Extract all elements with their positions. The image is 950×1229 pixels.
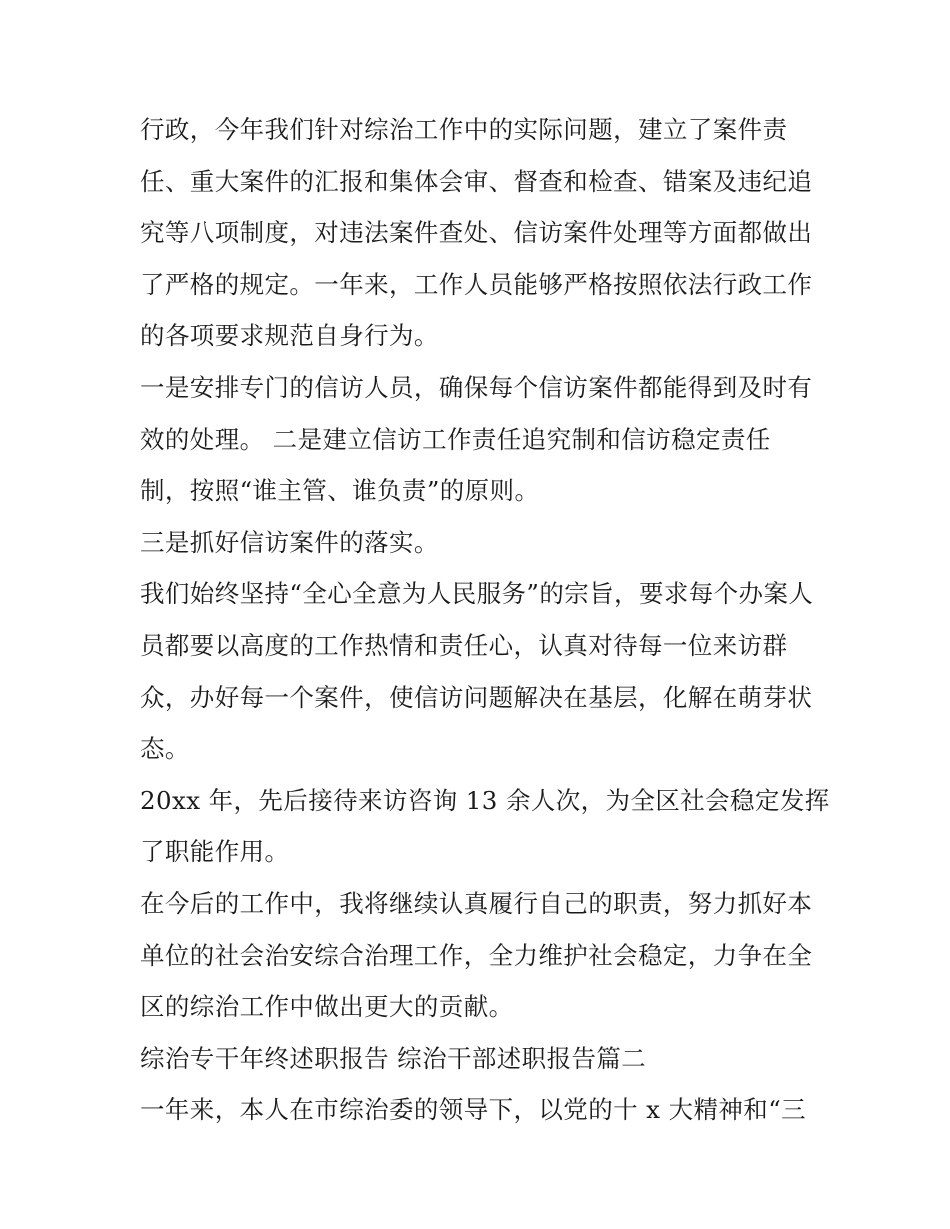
text-line: 态。	[140, 734, 190, 764]
text-line: 究等八项制度，对违法案件查处、信访案件处理等方面都做出	[140, 218, 813, 248]
section-heading: 综治专干年终述职报告 综治干部述职报告篇二	[140, 1043, 647, 1073]
text-line: 了严格的规定。一年来，工作人员能够严格按照依法行政工作	[140, 269, 813, 299]
text-line: 的各项要求规范自身行为。	[140, 321, 439, 351]
text-line: 一年来，本人在市综治委的领导下，以党的十 x 大精神和“三	[140, 1095, 807, 1125]
text-line: 20xx 年，先后接待来访咨询 13 余人次，为全区社会稳定发挥	[140, 785, 830, 815]
text-line: 我们始终坚持“全心全意为人民服务”的宗旨，要求每个办案人	[140, 579, 814, 609]
text-line: 效的处理。 二是建立信访工作责任追究制和信访稳定责任	[140, 424, 771, 454]
text-line: 行政，今年我们针对综治工作中的实际问题，建立了案件责	[140, 115, 788, 144]
text-line: 制，按照“谁主管、谁负责”的原则。	[140, 476, 540, 506]
text-line: 在今后的工作中，我将继续认真履行自己的职责，努力抓好本	[140, 888, 813, 918]
text-line: 任、重大案件的汇报和集体会审、督查和检查、错案及违纪追	[140, 166, 813, 196]
text-line: 区的综治工作中做出更大的贡献。	[140, 992, 514, 1022]
text-line: 三是抓好信访案件的落实。	[140, 527, 439, 557]
text-line: 了职能作用。	[140, 837, 290, 867]
text-line: 一是安排专门的信访人员，确保每个信访案件都能得到及时有	[140, 372, 813, 402]
text-line: 单位的社会治安综合治理工作，全力维护社会稳定，力争在全	[140, 940, 813, 970]
text-line: 员都要以高度的工作热情和责任心，认真对待每一位来访群	[140, 630, 788, 660]
document-body	[140, 104, 830, 1136]
text-line: 众，办好每一个案件，使信访问题解决在基层，化解在萌芽状	[140, 682, 813, 712]
